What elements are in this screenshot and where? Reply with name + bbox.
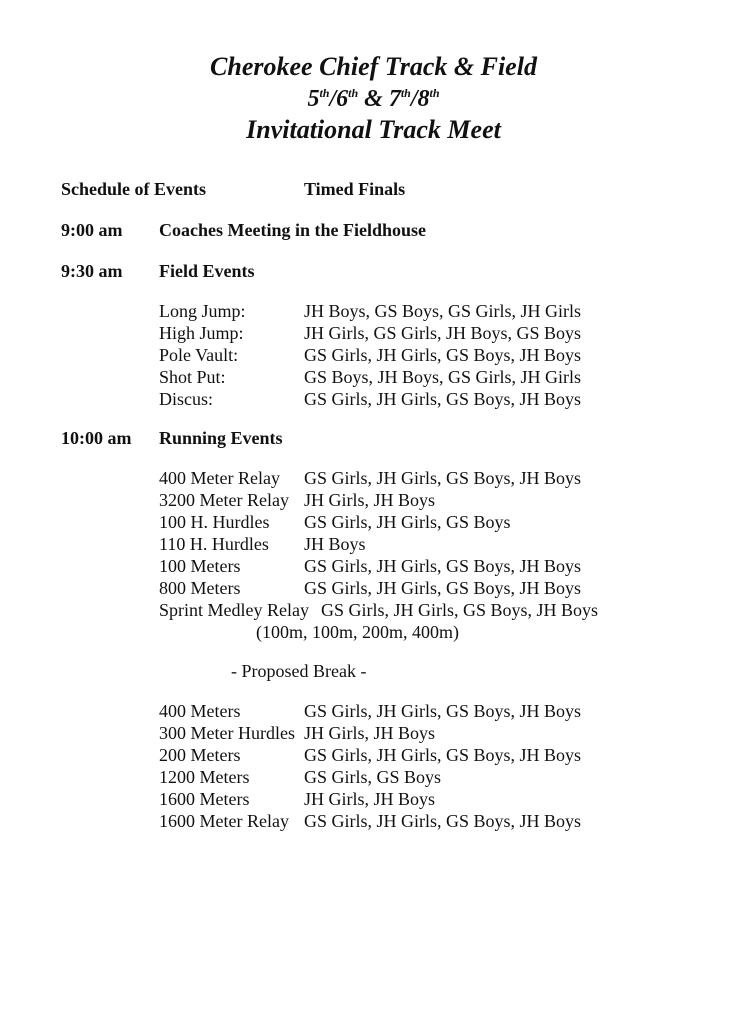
field-event-groups: GS Boys, JH Boys, GS Girls, JH Girls <box>304 367 582 387</box>
running-event-name: 3200 Meter Relay <box>159 490 289 510</box>
timed-finals-heading: Timed Finals <box>304 179 406 199</box>
grade-7-suffix: th <box>400 86 411 100</box>
field-event-groups: JH Girls, GS Girls, JH Boys, GS Boys <box>304 323 582 343</box>
running-event-groups: GS Girls, JH Girls, GS Boys, JH Boys <box>304 811 582 831</box>
running-event-name: 110 H. Hurdles <box>159 534 269 554</box>
medley-name: Sprint Medley Relay <box>159 600 309 620</box>
running-event-groups: GS Girls, JH Girls, GS Boys, JH Boys <box>304 578 582 598</box>
grade-5-suffix: th <box>319 86 330 100</box>
grade-6: 6 <box>336 86 349 112</box>
running-event-groups: JH Girls, JH Boys <box>304 723 436 743</box>
proposed-break: - Proposed Break - <box>231 661 367 681</box>
grade-7: 7 <box>388 86 401 112</box>
running-event-groups: GS Girls, JH Girls, GS Boys, JH Boys <box>304 745 582 765</box>
running-event-groups: GS Girls, JH Girls, GS Boys, JH Boys <box>304 701 582 721</box>
field-event-groups: JH Boys, GS Boys, GS Girls, JH Girls <box>304 301 582 321</box>
running-event-groups: JH Girls, JH Boys <box>304 789 436 809</box>
running-event-groups: GS Girls, JH Girls, GS Boys <box>304 512 511 532</box>
coaches-time: 9:00 am <box>61 220 123 240</box>
field-title: Field Events <box>159 261 255 281</box>
medley-groups: GS Girls, JH Girls, GS Boys, JH Boys <box>321 600 599 620</box>
coaches-title: Coaches Meeting in the Fieldhouse <box>159 220 426 240</box>
running-event-groups: GS Girls, JH Girls, GS Boys, JH Boys <box>304 556 582 576</box>
schedule-heading: Schedule of Events <box>61 179 207 199</box>
field-event-groups: GS Girls, JH Girls, GS Boys, JH Boys <box>304 345 582 365</box>
running-event-name: 1600 Meters <box>159 789 250 809</box>
grade-8-suffix: th <box>429 86 440 100</box>
field-event-name: Discus: <box>159 389 213 409</box>
running-event-name: 100 Meters <box>159 556 241 576</box>
field-event-name: Shot Put: <box>159 367 226 387</box>
running-event-name: 400 Meter Relay <box>159 468 280 488</box>
grade-6-suffix: th <box>348 86 359 100</box>
field-event-name: Pole Vault: <box>159 345 239 365</box>
running-event-name: 200 Meters <box>159 745 241 765</box>
field-event-groups: GS Girls, JH Girls, GS Boys, JH Boys <box>304 389 582 409</box>
grade-8: 8 <box>417 86 430 112</box>
running-event-name: 1600 Meter Relay <box>159 811 289 831</box>
running-event-name: 400 Meters <box>159 701 241 721</box>
field-event-name: Long Jump: <box>159 301 246 321</box>
grade-ampersand: & <box>358 86 389 112</box>
field-time: 9:30 am <box>61 261 123 281</box>
grade-slash-2: / <box>410 86 418 112</box>
meet-subtitle: Invitational Track Meet <box>246 115 501 144</box>
running-event-name: 100 H. Hurdles <box>159 512 270 532</box>
running-event-name: 800 Meters <box>159 578 241 598</box>
running-event-groups: GS Girls, GS Boys <box>304 767 442 787</box>
meet-title: Cherokee Chief Track & Field <box>210 52 537 81</box>
medley-distances: (100m, 100m, 200m, 400m) <box>256 622 459 642</box>
field-event-name: High Jump: <box>159 323 244 343</box>
running-event-name: 300 Meter Hurdles <box>159 723 295 743</box>
running-event-groups: JH Boys <box>304 534 366 554</box>
running-event-groups: JH Girls, JH Boys <box>304 490 436 510</box>
running-event-groups: GS Girls, JH Girls, GS Boys, JH Boys <box>304 468 582 488</box>
running-event-name: 1200 Meters <box>159 767 250 787</box>
running-time: 10:00 am <box>61 428 132 448</box>
grade-5: 5 <box>307 86 320 112</box>
grade-slash-1: / <box>329 86 337 112</box>
running-title: Running Events <box>159 428 283 448</box>
grade-levels <box>0 86 747 113</box>
